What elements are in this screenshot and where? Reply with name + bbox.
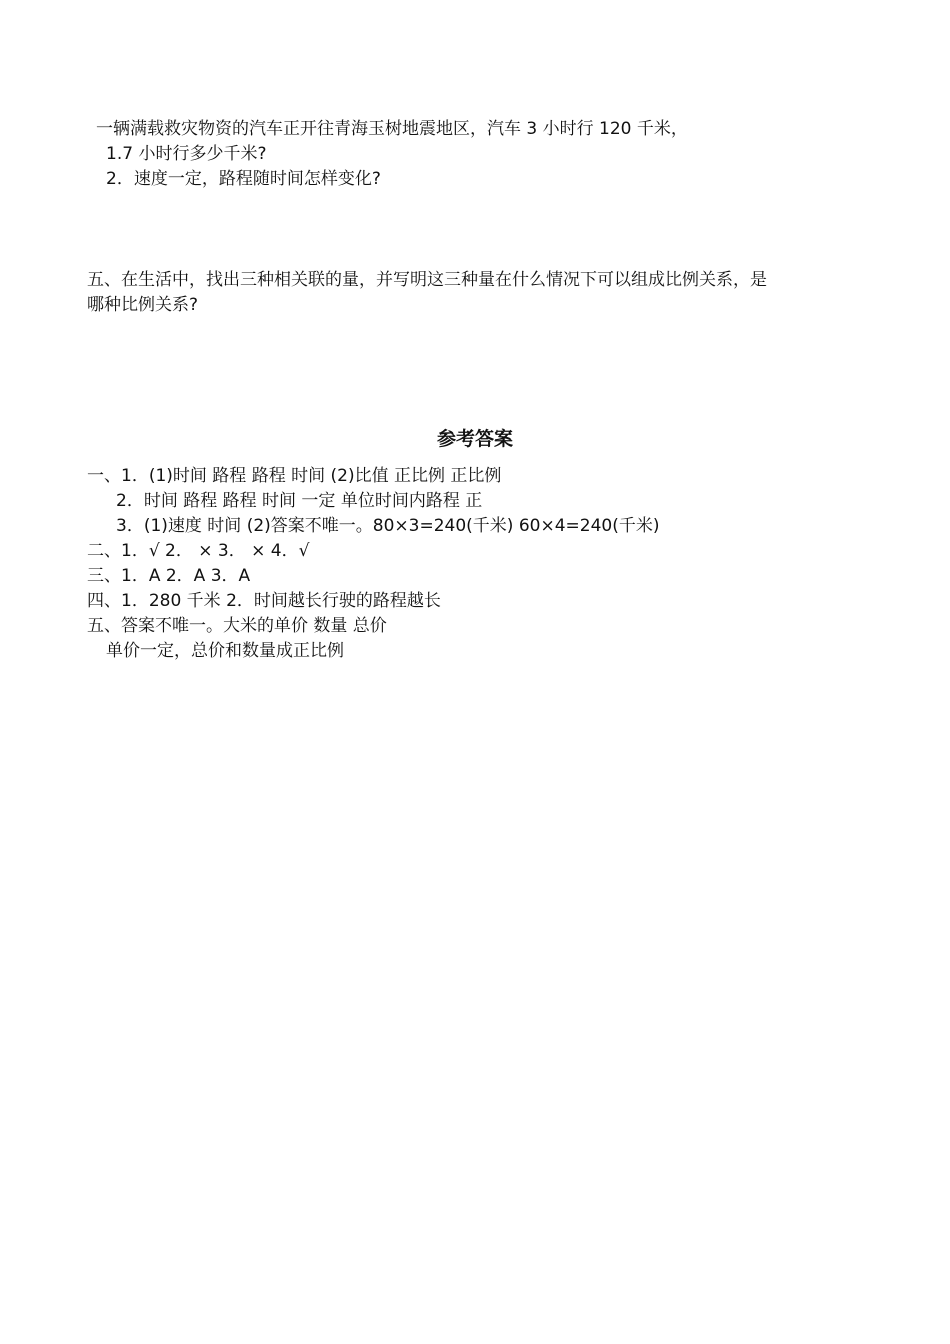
answer-line: 一、1．(1)时间 路程 路程 时间 (2)比值 正比例 正比例 [87,466,502,486]
answer-line: 单价一定，总价和数量成正比例 [106,641,344,661]
answer-line: 四、1．280 千米 2．时间越长行驶的路程越长 [87,591,441,611]
answer-line: 三、1．A 2．A 3．A [87,566,251,586]
section-5-question-line-2: 哪种比例关系? [87,295,199,315]
answer-line: 五、答案不唯一。大米的单价 数量 总价 [87,616,387,636]
answers-title: 参考答案 [436,428,513,450]
problem-intro: 一辆满载救灾物资的汽车正开往青海玉树地震地区，汽车 3 小时行 120 千米， [96,119,688,139]
answer-line: 3．(1)速度 时间 (2)答案不唯一。80×3=240(千米) 60×4=240(千米) [116,516,660,536]
answer-line: 二、1．√ 2． × 3． × 4．√ [87,541,310,561]
answer-line: 2．时间 路程 路程 时间 一定 单位时间内路程 正 [116,491,483,511]
problem-question-1: 1.7 小时行多少千米? [106,144,267,164]
section-5-question-line-1: 五、在生活中，找出三种相关联的量，并写明这三种量在什么情况下可以组成比例关系，是 [87,270,767,290]
problem-question-2: 2．速度一定，路程随时间怎样变化? [106,169,381,189]
